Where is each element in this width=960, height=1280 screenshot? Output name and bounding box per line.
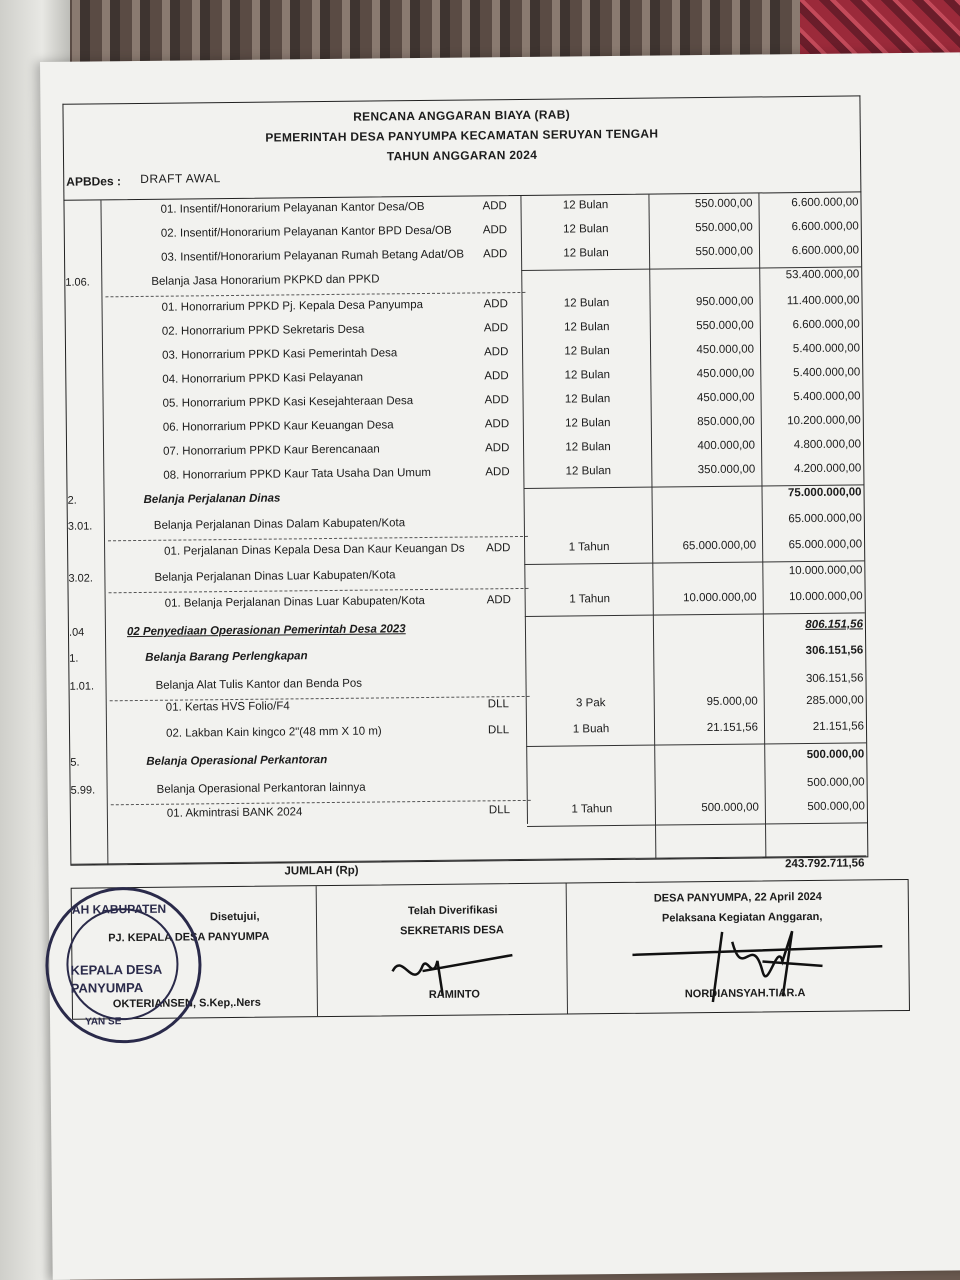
source-code: ADD xyxy=(486,542,511,555)
total-amount: 5.400.000,00 xyxy=(792,342,861,356)
approval-title: Disetujui, xyxy=(209,910,260,924)
item-description: Belanja Perjalanan Dinas xyxy=(143,492,281,506)
total-amount: 4.800.000,00 xyxy=(793,438,862,452)
volume xyxy=(544,567,634,568)
volume xyxy=(544,489,634,490)
unit-price: 350.000,00 xyxy=(697,463,756,477)
item-description: 07. Honorrarium PPKD Kaur Berencanaan xyxy=(163,443,380,458)
approval-role: PJ. KEPALA DESA PANYUMPA xyxy=(108,930,270,945)
total-amount: 306.151,56 xyxy=(805,672,864,686)
unit-price: 550.000,00 xyxy=(695,221,753,235)
unit-price xyxy=(645,270,753,271)
total-amount: 10.200.000,00 xyxy=(787,414,861,428)
source-code: ADD xyxy=(485,442,510,455)
source-code: DLL xyxy=(488,804,511,817)
volume: 12 Bulan xyxy=(564,369,611,382)
unit-price: 450.000,00 xyxy=(696,343,755,357)
verification-name: RAMINTO xyxy=(428,988,480,1001)
verification-role: SEKRETARIS DESA xyxy=(400,924,504,938)
place-date: DESA PANYUMPA, 22 April 2024 xyxy=(653,890,822,905)
document-header xyxy=(62,95,861,200)
budget-table xyxy=(63,191,868,865)
account-code: 1.06. xyxy=(65,276,90,289)
source-code: ADD xyxy=(482,224,508,237)
total-amount: 53.400.000,00 xyxy=(785,268,860,282)
total-amount: 10.000.000,00 xyxy=(788,564,863,578)
unit-price: 550.000,00 xyxy=(695,245,754,259)
total-amount: 500.000,00 xyxy=(807,800,865,814)
volume: 12 Bulan xyxy=(565,441,611,454)
source-code: ADD xyxy=(484,418,510,431)
account-code: 5. xyxy=(70,756,80,769)
document-page xyxy=(40,52,960,1280)
source-code: ADD xyxy=(486,594,512,607)
total-amount: 6.600.000,00 xyxy=(791,220,859,234)
unit-price: 10.000.000,00 xyxy=(683,591,757,605)
unit-price: 21.151,56 xyxy=(706,721,759,735)
table-row xyxy=(69,644,865,672)
total-amount: 5.400.000,00 xyxy=(793,366,861,380)
item-description: 02. Lakban Kain kingco 2"(48 mm X 10 m) xyxy=(165,725,382,740)
unit-price xyxy=(648,488,756,489)
unit-price: 950.000,00 xyxy=(695,295,754,309)
account-code: .04 xyxy=(68,626,85,639)
account-code: 5.99. xyxy=(70,784,96,797)
rab-sheet xyxy=(62,95,908,1028)
volume xyxy=(545,647,635,648)
source-code: ADD xyxy=(482,248,508,261)
total-amount: 306.151,56 xyxy=(805,644,864,658)
account-code: 2. xyxy=(67,494,77,507)
stamp-ring-text: YAN SE xyxy=(84,1016,122,1028)
item-description: Belanja Perjalanan Dinas Luar Kabupaten/Kota xyxy=(154,569,396,584)
table-row xyxy=(67,438,863,466)
volume: 1 Tahun xyxy=(569,593,611,606)
table-row xyxy=(67,390,863,418)
unit-price: 400.000,00 xyxy=(697,439,756,453)
stamp-top-text: AH KABUPATEN xyxy=(71,901,167,917)
item-description: 01. Insentif/Honorarium Pelayanan Kantor Desa/OB xyxy=(160,200,425,216)
item-description: Belanja Jasa Honorarium PKPKD dan PPKD xyxy=(151,273,380,288)
unit-price: 550.000,00 xyxy=(694,197,753,211)
unit-price: 65.000.000,00 xyxy=(682,539,757,553)
item-description: Belanja Barang Perlengkapan xyxy=(145,650,308,664)
source-code: DLL xyxy=(487,724,510,737)
volume: 1 Tahun xyxy=(571,803,613,816)
item-description: 01. Kertas HVS Folio/F4 xyxy=(165,700,290,714)
volume xyxy=(546,751,636,752)
unit-price xyxy=(650,750,758,751)
unit-price: 450.000,00 xyxy=(696,391,755,405)
total-amount: 285.000,00 xyxy=(806,694,864,708)
table-row xyxy=(66,342,862,370)
source-code: ADD xyxy=(482,200,507,213)
approval-name: OKTERIANSEN, S.Kep,.Ners xyxy=(112,996,261,1011)
item-description: 02. Insentif/Honorarium Pelayanan Kantor BPD Desa/OB xyxy=(160,224,452,240)
volume: 12 Bulan xyxy=(565,465,612,478)
total-amount: 11.400.000,00 xyxy=(786,294,860,308)
account-code: 3.01. xyxy=(67,520,93,533)
account-code: 1. xyxy=(69,652,79,665)
table-row xyxy=(66,366,862,394)
header-year: TAHUN ANGGARAN 2024 xyxy=(386,147,538,164)
item-description: 02. Honorrarium PPKD Sekretaris Desa xyxy=(161,323,365,338)
unit-price: 550.000,00 xyxy=(696,319,754,333)
table-row xyxy=(66,318,862,346)
volume: 3 Pak xyxy=(575,697,606,710)
total-amount: 6.600.000,00 xyxy=(791,196,859,210)
apbdes-value: DRAFT AWAL xyxy=(140,171,221,186)
total-amount: 6.600.000,00 xyxy=(791,244,860,258)
unit-price xyxy=(648,514,756,515)
stamp-middle-text: KEPALA DESA xyxy=(70,961,163,978)
item-description: 02 Penyediaan Operasionan Pemerintah Desa 2023 xyxy=(126,623,406,639)
volume: 12 Bulan xyxy=(564,321,610,334)
source-code: ADD xyxy=(485,466,510,479)
executor-name: NORDIANSYAH.TIAR.A xyxy=(684,987,806,1001)
item-description: 08. Honorrarium PPKD Kaur Tata Usaha Dan Umum xyxy=(163,466,431,482)
source-code: ADD xyxy=(484,394,509,407)
volume: 12 Bulan xyxy=(565,417,611,430)
total-amount: 4.200.000,00 xyxy=(794,462,862,476)
source-code: ADD xyxy=(483,298,508,311)
item-description: 06. Honorrarium PPKD Kaur Keuangan Desa xyxy=(162,419,394,434)
volume xyxy=(547,779,637,780)
volume: 12 Bulan xyxy=(564,393,611,406)
table-row xyxy=(70,748,866,776)
item-description: 04. Honorrarium PPKD Kasi Pelayanan xyxy=(162,371,364,386)
item-description: 03. Honorrarium PPKD Kasi Pemerintah Desa xyxy=(162,347,398,362)
table-row xyxy=(67,414,863,442)
table-row xyxy=(64,196,860,224)
header-government: PEMERINTAH DESA PANYUMPA KECAMATAN SERUYAN TENGAH xyxy=(265,126,659,145)
item-description: 05. Honorrarium PPKD Kasi Kesejahteraan Desa xyxy=(162,395,414,410)
volume: 12 Bulan xyxy=(563,247,609,260)
unit-price: 850.000,00 xyxy=(697,415,755,429)
executor-role: Pelaksana Kegiatan Anggaran, xyxy=(661,910,823,925)
total-amount: 500.000,00 xyxy=(806,776,865,790)
source-code: ADD xyxy=(484,346,509,359)
verification-title: Telah Diverifikasi xyxy=(407,904,498,918)
volume: 12 Bulan xyxy=(563,223,609,236)
table-row xyxy=(65,220,861,248)
unit-price xyxy=(649,674,757,675)
unit-price xyxy=(649,620,757,621)
total-amount: 65.000.000,00 xyxy=(788,538,863,552)
item-description: 01. Belanja Perjalanan Dinas Luar Kabupaten/Kota xyxy=(164,594,425,610)
table-row xyxy=(68,486,864,514)
jumlah-label: JUMLAH (Rp) xyxy=(284,864,359,878)
source-code: ADD xyxy=(483,322,509,335)
total-amount: 65.000.000,00 xyxy=(788,512,862,526)
jumlah-value: 243.792.711,56 xyxy=(785,857,865,871)
total-amount: 21.151,56 xyxy=(812,720,865,733)
volume: 12 Bulan xyxy=(564,345,610,358)
item-description: Belanja Operasional Perkantoran lainnya xyxy=(156,781,366,796)
item-description: Belanja Perjalanan Dinas Dalam Kabupaten/Kota xyxy=(153,517,406,532)
unit-price xyxy=(648,566,756,567)
apbdes-label: APBDes : xyxy=(66,174,122,189)
volume xyxy=(545,621,635,622)
unit-price xyxy=(649,646,757,647)
item-description: Belanja Operasional Perkantoran xyxy=(146,754,328,768)
volume xyxy=(545,675,635,676)
total-amount: 500.000,00 xyxy=(806,748,865,762)
header-title: RENCANA ANGGARAN BIAYA (RAB) xyxy=(353,107,571,124)
table-row xyxy=(69,618,865,646)
volume: 12 Bulan xyxy=(563,297,610,310)
stamp-bottom-text: PANYUMPA xyxy=(70,979,144,996)
account-code: 1.01. xyxy=(69,680,95,693)
volume: 1 Buah xyxy=(572,723,610,736)
item-description: 01. Akmintrasi BANK 2024 xyxy=(166,806,303,820)
account-code: 3.02. xyxy=(68,572,93,585)
volume xyxy=(541,271,631,272)
item-description: 01. Perjalanan Dinas Kepala Desa Dan Kaur Keuangan Ds xyxy=(164,542,465,558)
table-row xyxy=(66,294,862,322)
total-amount: 5.400.000,00 xyxy=(793,390,861,404)
volume: 12 Bulan xyxy=(562,199,609,212)
item-description: 03. Insentif/Honorarium Pelayanan Rumah Betang Adat/OB xyxy=(160,248,465,264)
signature-divider xyxy=(566,884,568,1014)
total-amount: 806.151,56 xyxy=(805,618,863,632)
total-amount: 6.600.000,00 xyxy=(792,318,860,332)
total-amount: 75.000.000,00 xyxy=(787,486,862,500)
signature-divider xyxy=(316,886,318,1016)
official-stamp xyxy=(45,886,203,1044)
unit-price: 95.000,00 xyxy=(706,695,758,709)
unit-price: 450.000,00 xyxy=(696,367,755,381)
item-description: 01. Honorrarium PPKD Pj. Kepala Desa Panyumpa xyxy=(161,299,424,314)
total-amount: 10.000.000,00 xyxy=(789,590,863,604)
volume: 1 Tahun xyxy=(568,541,610,554)
unit-price: 500.000,00 xyxy=(701,801,759,815)
source-code: DLL xyxy=(487,698,509,711)
source-code: ADD xyxy=(484,370,509,383)
item-description: Belanja Alat Tulis Kantor dan Benda Pos xyxy=(155,677,363,692)
unit-price xyxy=(651,778,759,779)
volume xyxy=(544,515,634,516)
